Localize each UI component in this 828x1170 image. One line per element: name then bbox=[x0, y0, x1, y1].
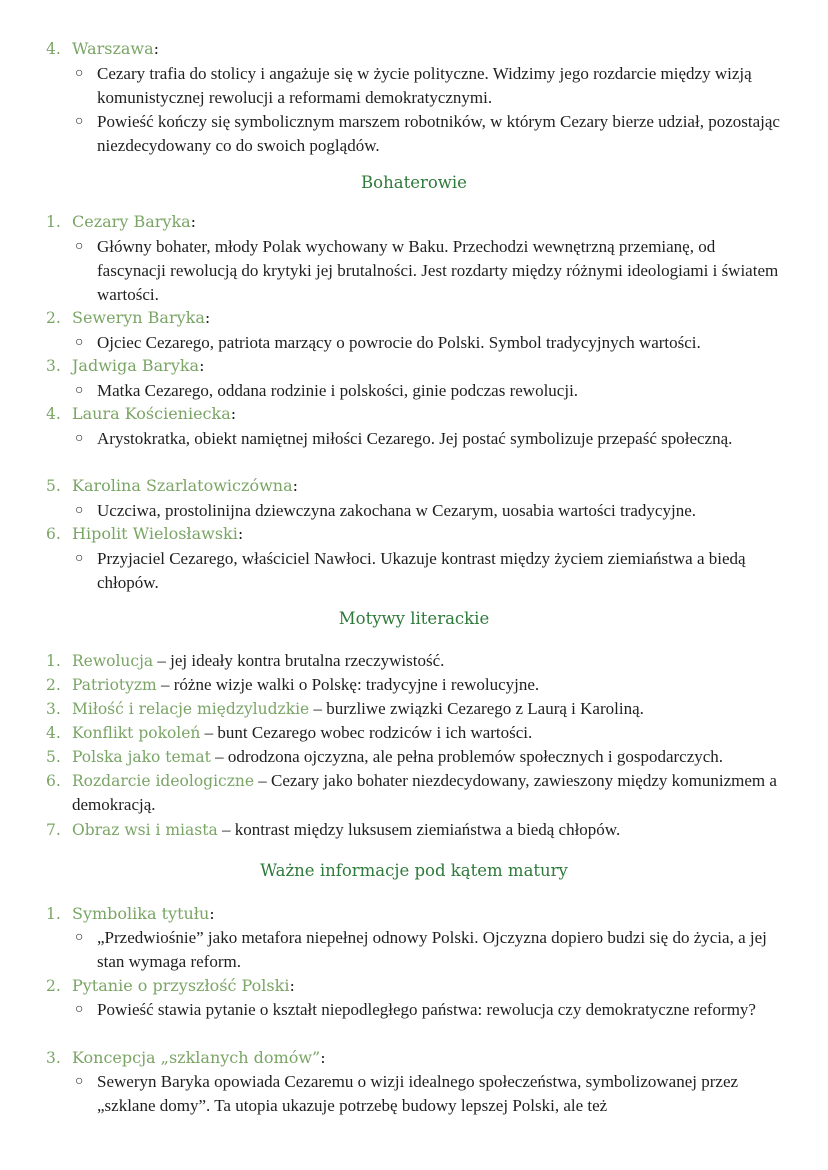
list-number: 2. bbox=[46, 977, 61, 995]
list-number: 4. bbox=[46, 405, 61, 423]
bullet-icon: ○ bbox=[75, 431, 84, 446]
motif-item bbox=[72, 769, 792, 817]
hero-name: Hipolit Wielosławski bbox=[72, 524, 238, 543]
motif-item bbox=[72, 721, 792, 745]
list-number: 6. bbox=[46, 772, 61, 790]
matura-heading: Symbolika tytułu: bbox=[72, 904, 215, 923]
bullet-text: Powieść stawia pytanie o kształt niepodległego państwa: rewolucja czy demokratyczne reformy? bbox=[97, 1000, 756, 1019]
list-number: 4. bbox=[46, 40, 61, 58]
bullet-text: Uczciwa, prostolinijna dziewczyna zakochana w Cezarym, uosabia wartości tradycyjne. bbox=[97, 501, 697, 520]
bullet-icon: ○ bbox=[75, 551, 84, 566]
bullet-text: Seweryn Baryka opowiada Cezaremu o wizji idealnego społeczeństwa, symbolizowanej przez „szklane domy”. Ta utopia ukazuje potrzebę budowy lepszej Polski, ale też bbox=[97, 1072, 739, 1115]
list-number: 3. bbox=[46, 700, 61, 718]
motif-text: – odrodzona ojczyzna, ale pełna problemów społecznych i gospodarczych. bbox=[210, 747, 724, 766]
motif-item bbox=[72, 673, 792, 697]
list-number: 6. bbox=[46, 525, 61, 543]
matura-heading: Pytanie o przyszłość Polski: bbox=[72, 976, 295, 995]
bullet-text: Cezary trafia do stolicy i angażuje się w życie polityczne. Widzimy jego rozdarcie między wizją komunistycznej rewolucji a reformami demokratycznymi. bbox=[97, 64, 752, 107]
hero-heading: Seweryn Baryka: bbox=[72, 308, 211, 327]
list-number: 1. bbox=[46, 652, 61, 670]
list-number: 3. bbox=[46, 1049, 61, 1067]
hero-name: Karolina Szarlatowiczówna bbox=[72, 476, 293, 495]
motif-key: Konflikt pokoleń bbox=[72, 724, 201, 742]
bullet-text: Matka Cezarego, oddana rodzinie i polskości, ginie podczas rewolucji. bbox=[97, 381, 579, 400]
motif-key: Rewolucja bbox=[72, 652, 154, 670]
matura-heading: Koncepcja „szklanych domów”: bbox=[72, 1048, 326, 1067]
motif-key: Obraz wsi i miasta bbox=[72, 821, 218, 839]
hero-name: Cezary Baryka bbox=[72, 212, 191, 231]
motif-key: Miłość i relacje międzyludzkie bbox=[72, 700, 310, 718]
motif-key: Rozdarcie ideologiczne bbox=[72, 772, 255, 790]
bullet-icon: ○ bbox=[75, 114, 84, 129]
plot-heading-label: Warszawa bbox=[72, 39, 154, 58]
hero-heading: Cezary Baryka: bbox=[72, 212, 197, 231]
bullet-text: Przyjaciel Cezarego, właściciel Nawłoci. Ukazuje kontrast między życiem ziemiaństwa a biedą chłopów. bbox=[97, 549, 746, 592]
motif-text: – Cezary jako bohater niezdecydowany, zawieszony między komunizmem a demokracją. bbox=[72, 771, 777, 814]
list-number: 2. bbox=[46, 309, 61, 327]
bullet-icon: ○ bbox=[75, 1074, 84, 1089]
matura-heading-label: Symbolika tytułu bbox=[72, 904, 210, 923]
motif-text: – burzliwe związki Cezarego z Laurą i Karoliną. bbox=[309, 699, 644, 718]
bullet-icon: ○ bbox=[75, 383, 84, 398]
bullet-text: „Przedwiośnie” jako metafora niepełnej odnowy Polski. Ojczyzna dopiero budzi się do życia, a jej stan wymaga reform. bbox=[97, 928, 767, 971]
list-number: 5. bbox=[46, 477, 61, 495]
list-number: 4. bbox=[46, 724, 61, 742]
list-number: 2. bbox=[46, 676, 61, 694]
bullet-icon: ○ bbox=[75, 1002, 84, 1017]
plot-heading: Warszawa: bbox=[72, 39, 160, 58]
motif-item bbox=[72, 649, 792, 673]
motif-text: – jej ideały kontra brutalna rzeczywistość. bbox=[153, 651, 445, 670]
section-title-motifs: Motywy literackie bbox=[338, 609, 490, 628]
motif-text: – różne wizje walki o Polskę: tradycyjne i rewolucyjne. bbox=[156, 675, 540, 694]
hero-name: Jadwiga Baryka bbox=[72, 356, 200, 375]
motif-key: Patriotyzm bbox=[72, 676, 157, 694]
bullet-icon: ○ bbox=[75, 503, 84, 518]
bullet-text: Powieść kończy się symbolicznym marszem robotników, w którym Cezary bierze udział, pozostając niezdecydowany co do swoich poglądów. bbox=[97, 112, 780, 155]
bullet-text: Główny bohater, młody Polak wychowany w Baku. Przechodzi wewnętrzną przemianę, od fascynacji rewolucją do krytyki jej brutalności. Jest rozdarty między różnymi ideologiami i światem wartości. bbox=[97, 237, 779, 304]
hero-name: Seweryn Baryka bbox=[72, 308, 205, 327]
hero-heading: Karolina Szarlatowiczówna: bbox=[72, 476, 298, 495]
list-number: 7. bbox=[46, 821, 61, 839]
list-number: 5. bbox=[46, 748, 61, 766]
motif-text: – bunt Cezarego wobec rodziców i ich wartości. bbox=[200, 723, 533, 742]
motif-text: – kontrast między luksusem ziemiaństwa a biedą chłopów. bbox=[217, 820, 621, 839]
list-number: 1. bbox=[46, 905, 61, 923]
bullet-text: Ojciec Cezarego, patriota marzący o powrocie do Polski. Symbol tradycyjnych wartości. bbox=[97, 333, 701, 352]
matura-heading-label: Koncepcja „szklanych domów” bbox=[72, 1048, 321, 1067]
motif-key: Polska jako temat bbox=[72, 748, 211, 766]
section-title-matura: Ważne informacje pod kątem matury bbox=[260, 861, 568, 880]
section-title-heroes: Bohaterowie bbox=[361, 173, 467, 192]
bullet-icon: ○ bbox=[75, 930, 84, 945]
bullet-icon: ○ bbox=[75, 239, 84, 254]
list-number: 3. bbox=[46, 357, 61, 375]
hero-heading: Hipolit Wielosławski: bbox=[72, 524, 244, 543]
motif-item bbox=[72, 697, 792, 721]
bullet-text: Arystokratka, obiekt namiętnej miłości Cezarego. Jej postać symbolizuje przepaść społeczną. bbox=[97, 429, 733, 448]
matura-heading-label: Pytanie o przyszłość Polski bbox=[72, 976, 290, 995]
bullet-icon: ○ bbox=[75, 335, 84, 350]
hero-name: Laura Kościeniecka bbox=[72, 404, 231, 423]
motif-item bbox=[72, 818, 792, 842]
motif-item bbox=[72, 745, 792, 769]
hero-heading: Laura Kościeniecka: bbox=[72, 404, 237, 423]
list-number: 1. bbox=[46, 213, 61, 231]
hero-heading: Jadwiga Baryka: bbox=[72, 356, 205, 375]
bullet-icon: ○ bbox=[75, 66, 84, 81]
